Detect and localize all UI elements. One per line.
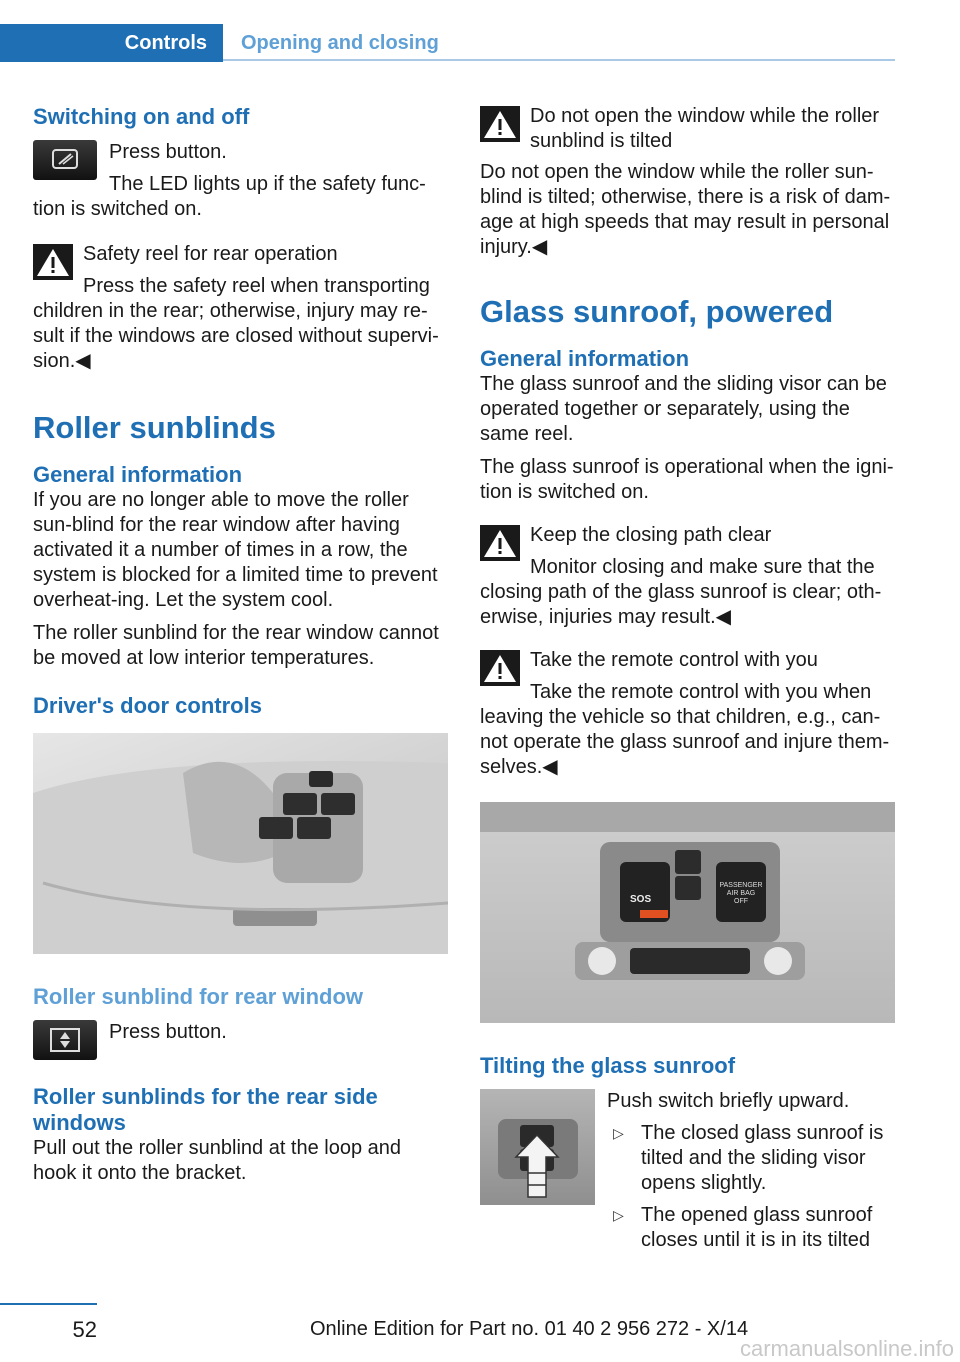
tilting-block	[480, 1089, 895, 1253]
roller-sunblind-button-icon	[33, 1020, 97, 1060]
warning-triangle-icon	[33, 244, 73, 280]
warning2-title: Do not open the window while the roller sunblind is tilted	[530, 105, 880, 152]
watermark: carmanualsonline.info	[739, 1336, 954, 1361]
rear-window-block	[33, 1020, 448, 1064]
rear-window-text: Press button.	[109, 1021, 227, 1043]
list-item: ▷ The closed glass sunroof is tilted and the sliding visor opens slightly.	[613, 1122, 884, 1194]
warning3-title: Keep the closing path clear	[530, 524, 772, 546]
warning4-title: Take the remote control with you	[530, 649, 818, 671]
warning4-body: Take the remote control with you when leaving the vehicle so that children, e.g., can‐not operate the glass sunroof and injure them‐selves.◀	[480, 681, 890, 778]
warning3-body: Monitor closing and make sure that the closing path of the glass sunroof is clear; oth‐erwise, injuries may result.◀	[480, 556, 882, 628]
warning-closing-path	[480, 523, 895, 630]
section-tab-opening-closing[interactable]: Opening and closing	[241, 31, 439, 54]
rear-side-text: Pull out the roller sunblind at the loop and hook it onto the bracket.	[33, 1137, 402, 1184]
sunroof-switch-image	[480, 1089, 595, 1205]
warning-safety-reel	[33, 242, 448, 374]
switching-line1: Press button.	[109, 141, 227, 163]
general-p2-left: The roller sunblind for the rear window cannot be moved at low interior temperatures.	[33, 622, 439, 669]
warning-roller-tilted	[480, 104, 895, 154]
general-p2-right: The glass sunroof is operational when the igni‐tion is switched on.	[480, 456, 894, 503]
section-tab-controls[interactable]: Controls	[0, 24, 223, 62]
tilting-heading: Tilting the glass sunroof	[480, 1053, 736, 1078]
warning-triangle-icon	[480, 525, 520, 561]
list-item: ▷ The opened glass sunroof closes until it is in its tilted	[613, 1204, 873, 1251]
general-p1-right: The glass sunroof and the sliding visor can be operated together or separately, using the same reel.	[480, 373, 887, 445]
header-divider	[223, 59, 895, 61]
airbag-off-label: PASSENGER AIR BAG OFF	[719, 882, 763, 905]
switching-heading: Switching on and off	[33, 104, 250, 129]
glass-sunroof-heading: Glass sunroof, powered	[480, 294, 834, 329]
tilting-bullets	[607, 1121, 895, 1253]
general-info-heading-left: General information	[33, 462, 243, 487]
edition-text: Online Edition for Part no. 01 40 2 956 272 - X/14	[310, 1318, 749, 1340]
drivers-door-controls-image	[33, 733, 448, 954]
page-number-block	[0, 1303, 97, 1343]
left-column	[33, 100, 448, 1186]
warning-remote-control	[480, 648, 895, 780]
warning1-title: Safety reel for rear operation	[83, 243, 338, 265]
warning-triangle-icon	[480, 650, 520, 686]
roller-sunblinds-heading: Roller sunblinds	[33, 410, 276, 445]
overhead-console-image	[480, 802, 895, 1023]
page-header	[0, 24, 895, 62]
rear-window-sunblind-heading: Roller sunblind for rear window	[33, 984, 364, 1009]
tilting-text	[607, 1089, 895, 1253]
page-number: 52	[72, 1317, 97, 1342]
safety-switch-button-icon	[33, 140, 97, 180]
sos-button-label: SOS	[630, 894, 652, 905]
warning2-body: Do not open the window while the roller sun‐blind is tilted; otherwise, there is a risk of dam‐age at high speeds that may result in personal injury.◀	[480, 161, 891, 258]
right-column	[480, 100, 895, 1253]
footer-rule	[0, 1303, 97, 1305]
general-info-heading-right: General information	[480, 346, 690, 371]
warning1-body: Press the safety reel when transporting children in the rear; otherwise, injury may re‐sult if the windows are closed without supervi‐sion.◀	[33, 275, 439, 372]
rear-side-heading: Roller sunblinds for the rear side windows	[33, 1084, 378, 1135]
switching-block	[33, 140, 448, 222]
switching-line2: The LED lights up if the safety func‐tion is switched on.	[33, 173, 426, 220]
tilting-instruction: Push switch briefly upward.	[607, 1090, 850, 1112]
general-p1-left: If you are no longer able to move the roller sun‐blind for the rear window after having activated it a number of times in a row, the system is blocked for a limited time to prevent overheat‐ing. Let the system cool.	[33, 489, 438, 611]
warning-triangle-icon	[480, 106, 520, 142]
drivers-door-heading: Driver's door controls	[33, 693, 262, 718]
